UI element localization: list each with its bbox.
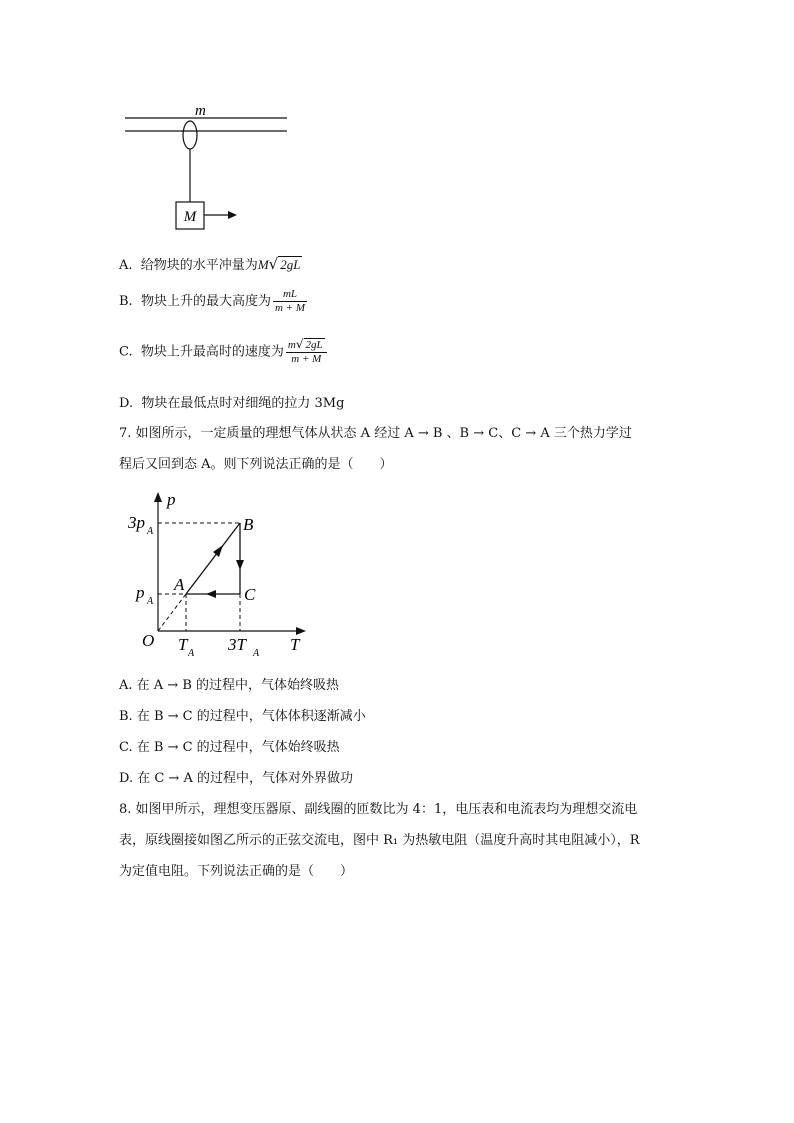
q6-option-c-prefix: C. [119,344,133,360]
q6-option-c[interactable]: C. 物块上升最高时的速度为 $\frac{m√ 2gL}{m + M}$ [119,338,329,366]
T-axis-label: T [290,635,300,654]
label-m: m [195,103,206,119]
q6-option-d-text: 物块在最低点时对细绳的拉力 [141,396,311,411]
ring [183,121,197,149]
p-axis-label: p [167,490,176,509]
q6-option-d-value: 3Mg [314,396,345,411]
q6-option-a[interactable]: A. 给物块的水平冲量为M√ 2gL [119,255,301,273]
velocity-arrowhead [228,211,237,219]
q7-option-c[interactable]: C. 在 B → C 的过程中，气体始终吸热 [119,740,340,755]
q6-option-c-num-sqrt: 2gL [305,339,323,351]
q7-stem-line2: 程后又回到态 A。则下列说法正确的是（ ） [119,457,393,472]
q7-option-d[interactable]: D. 在 C → A 的过程中，气体对外界做功 [119,771,353,786]
guide-origin-A [158,594,186,631]
ring-pendulum-figure [115,95,305,235]
q6-option-b-text: 物块上升的最大高度为 [140,294,271,309]
q6-option-b-num: mL [273,288,307,302]
tick-TA: T [178,635,188,654]
point-C-label: C [244,585,256,604]
tick-pA-sub: A [147,596,154,607]
tick-3pA: 3p [128,513,145,532]
T-axis-arrow [296,627,306,635]
point-B-label: B [243,515,254,534]
q6-option-a-text: 给物块的水平冲量为 [140,258,258,273]
q8-stem-line3: 为定值电阻。下列说法正确的是（ ） [119,864,354,879]
tick-TA-sub: A [188,648,195,659]
q7-option-b[interactable]: B. 在 B → C 的过程中，气体体积逐渐减小 [119,709,366,724]
tick-3TA: 3T [228,635,246,654]
arrow-B-to-C [236,560,244,570]
q6-option-c-text: 物块上升最高时的速度为 [140,344,284,360]
q6-option-c-num-m: m [287,339,296,351]
arrow-A-to-B [213,545,223,557]
q8-stem-line2: 表，原线圈接如图乙所示的正弦交流电，图中 R₁ 为热敏电阻（温度升高时其电阻减小），R [119,833,640,848]
tick-pA: p [136,583,145,602]
tick-3pA-sub: A [147,526,154,537]
q6-option-a-M: M [257,257,269,272]
q6-option-d-prefix: D. [119,396,134,411]
q6-option-b-prefix: B. [119,294,133,309]
q6-option-a-prefix: A. [119,258,133,273]
origin-label: O [142,631,155,650]
q6-option-b-den: m + M [274,302,305,314]
point-A-label: A [174,575,185,594]
process-A-to-B [186,523,240,594]
q7-option-a[interactable]: A. 在 A → B 的过程中，气体始终吸热 [119,678,340,693]
tick-3TA-sub: A [253,648,260,659]
q6-option-b[interactable] [119,288,309,315]
q6-option-d[interactable] [119,395,344,413]
q7-p-T-graph [120,488,320,663]
p-axis-arrow [154,492,162,502]
label-M: M [183,209,197,225]
q6-option-c-den: m + M [291,353,322,365]
arrow-C-to-A [206,590,216,598]
q6-option-a-sqrt: 2gL [280,257,301,272]
q8-stem-line1: 8. 如图甲所示，理想变压器原、副线圈的匝数比为 4：1，电压表和电流表均为理想交流电 [119,802,638,817]
q7-stem-line1: 7. 如图所示，一定质量的理想气体从状态 A 经过 A → B 、B → C、C → A 三个热力学过 [119,426,632,441]
